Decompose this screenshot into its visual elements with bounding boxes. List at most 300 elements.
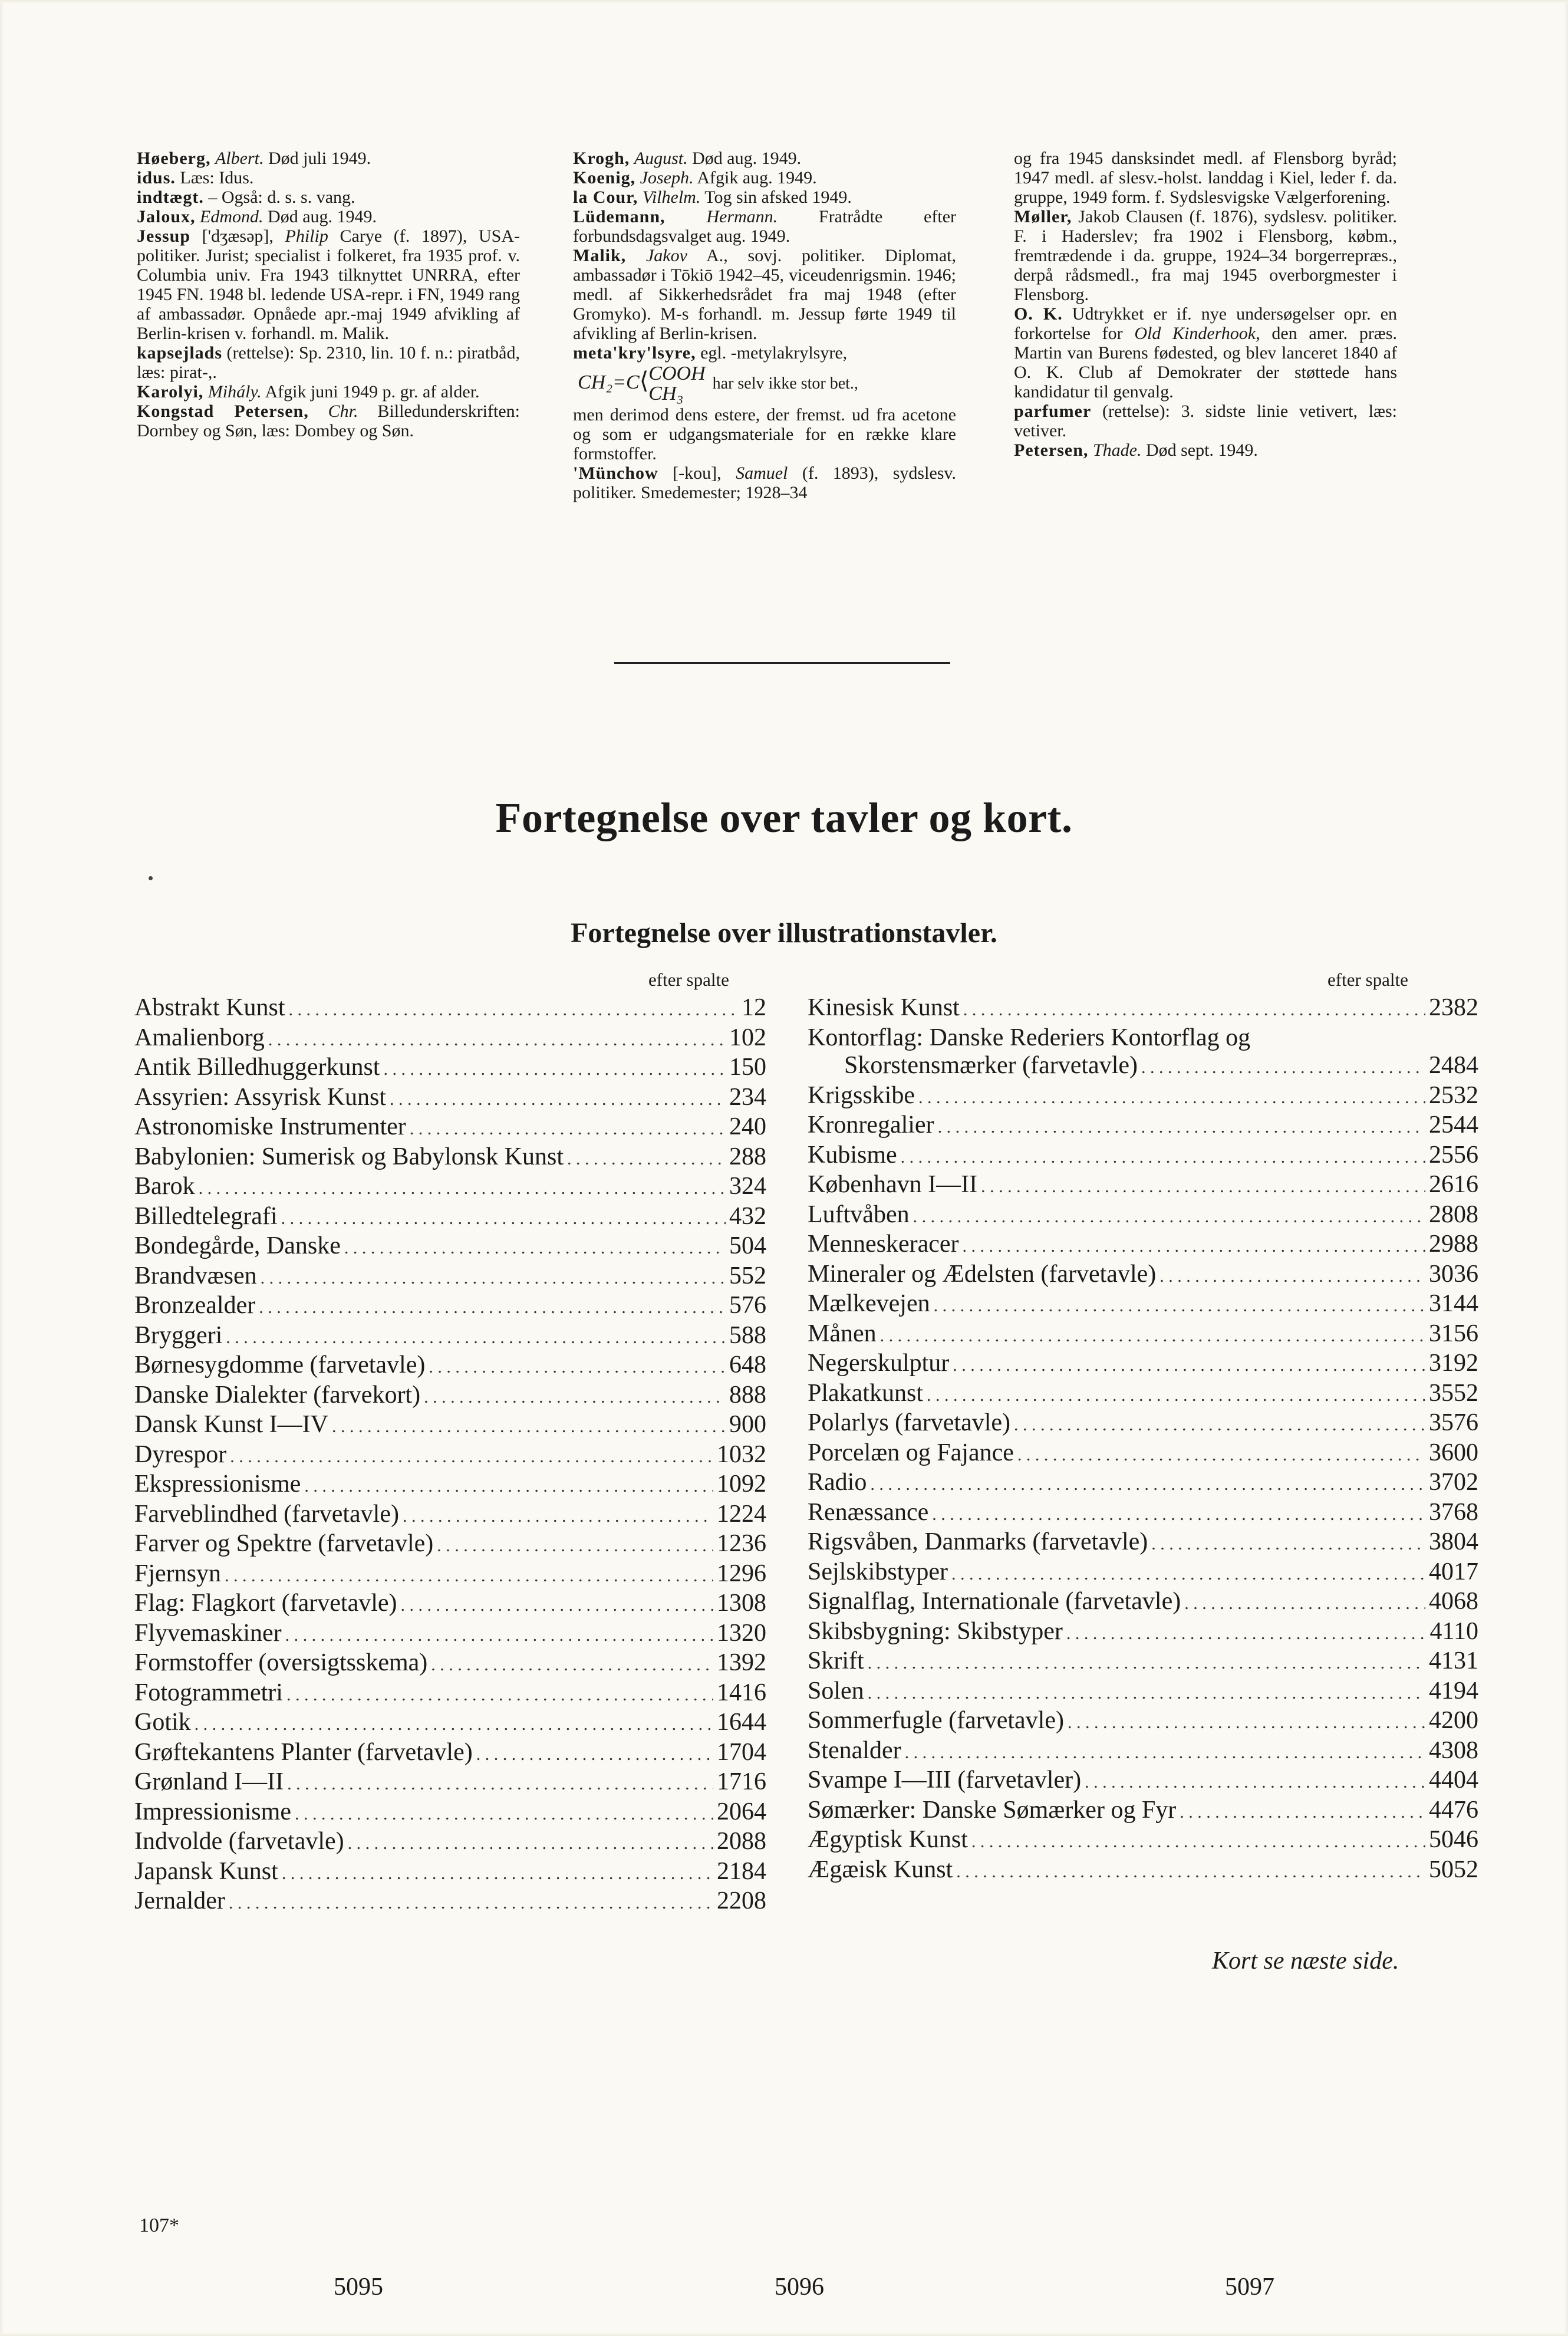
addenda-entry xyxy=(573,343,956,363)
dot-leader xyxy=(332,1413,726,1441)
plate-column-number: 648 xyxy=(729,1351,766,1378)
formula-tail: har selv ikke stor bet., xyxy=(712,374,858,393)
plate-row xyxy=(134,1620,766,1650)
addenda-entry xyxy=(137,226,520,343)
entry-text: ['dʒæsəp], xyxy=(190,226,285,246)
dot-leader xyxy=(567,1145,726,1173)
plate-title: Formstoffer (oversigtsskema) xyxy=(134,1649,428,1676)
plate-title: Flag: Flagkort (farvetavle) xyxy=(134,1590,397,1617)
dot-leader xyxy=(1066,1620,1427,1648)
plate-title: København I—II xyxy=(808,1171,978,1198)
plate-column-number: 2616 xyxy=(1429,1171,1478,1198)
addenda-entry xyxy=(137,382,520,402)
dot-leader xyxy=(195,1710,713,1739)
plate-column-number: 1416 xyxy=(717,1679,766,1706)
dot-leader xyxy=(1151,1530,1425,1558)
plate-title: Indvolde (farvetavle) xyxy=(134,1828,344,1855)
entry-text: Carye (f. 1897), USA-politiker. Jurist; specialist i folkeret, fra 1935 prof. v. Columbia univ. Fra 1943 tilknyttet UNRRA, efter 1945 FN. 1948 bl. ledende USA-repr. i FN, 1949 rang af ambassadør. Opnåede apr.-maj 1949 afvikling af Berlin-krisen v. forhandl. m. Malik. xyxy=(137,226,520,343)
plate-title: Jernalder xyxy=(134,1887,225,1914)
plate-column-number: 240 xyxy=(729,1113,766,1140)
plate-row xyxy=(134,1054,766,1084)
addenda-column-2 xyxy=(573,149,956,502)
plate-column-number: 2532 xyxy=(1429,1081,1478,1109)
entry-text: (rettelse): Sp. 2310, lin. 10 f. n.: piratbåd, læs: pirat-,. xyxy=(137,343,520,382)
dot-leader xyxy=(1017,1441,1425,1469)
plate-column-number: 324 xyxy=(729,1173,766,1200)
dot-leader xyxy=(901,1143,1425,1172)
plate-column-number: 4308 xyxy=(1429,1736,1478,1764)
plate-column-number: 1320 xyxy=(717,1619,766,1647)
stray-mark xyxy=(149,876,153,880)
plate-title: Stenalder xyxy=(808,1736,901,1764)
entry-headword: Karolyi, xyxy=(137,382,204,402)
entry-headword: idus. xyxy=(137,168,176,187)
section-divider xyxy=(614,662,950,664)
plate-title: Skorstensmærker (farvetavle) xyxy=(844,1052,1138,1079)
plate-title: Plakatkunst xyxy=(808,1379,923,1407)
plate-row xyxy=(134,1679,766,1709)
plate-row xyxy=(808,1261,1478,1291)
plate-column-number: 3144 xyxy=(1429,1290,1478,1317)
entry-headword: la Cour, xyxy=(573,187,638,207)
plate-title: Mælkevejen xyxy=(808,1290,930,1317)
plate-column-number: 4404 xyxy=(1429,1766,1478,1794)
entry-headword: kapsejlads xyxy=(137,343,223,363)
plate-column-number: 1032 xyxy=(717,1440,766,1468)
addenda-entry xyxy=(137,207,520,226)
entry-headword: O. K. xyxy=(1014,304,1063,324)
dot-leader xyxy=(963,1232,1425,1261)
plate-title: Solen xyxy=(808,1677,864,1705)
dot-leader xyxy=(286,1681,713,1709)
dot-leader xyxy=(230,1443,713,1471)
entry-headword: parfumer xyxy=(1014,402,1092,421)
entry-headword: Petersen, xyxy=(1014,440,1089,460)
entry-headword: Malik, xyxy=(573,246,627,265)
plate-column-number: 5046 xyxy=(1429,1826,1478,1853)
plate-column-number: 234 xyxy=(729,1083,766,1111)
dot-leader xyxy=(1141,1054,1425,1082)
dot-leader xyxy=(431,1651,713,1679)
plate-column-number: 2184 xyxy=(717,1857,766,1885)
dot-leader xyxy=(476,1741,713,1769)
entry-name: Old Kinderhook, xyxy=(1134,324,1260,343)
plate-title: Grønland I—II xyxy=(134,1768,284,1795)
dot-leader xyxy=(1184,1590,1425,1618)
plate-row xyxy=(134,1113,766,1143)
dot-leader xyxy=(410,1115,726,1143)
plate-row xyxy=(134,994,766,1024)
plate-row xyxy=(134,1768,766,1798)
plate-row xyxy=(808,1677,1478,1707)
plate-title: Renæssance xyxy=(808,1498,929,1526)
plate-column-number: 552 xyxy=(729,1262,766,1289)
plate-column-number: 588 xyxy=(729,1321,766,1349)
plate-title: Kronregalier xyxy=(808,1111,934,1139)
plate-row xyxy=(134,1530,766,1560)
plate-column-number: 1236 xyxy=(717,1530,766,1557)
dot-leader xyxy=(401,1591,713,1620)
dot-leader xyxy=(225,1562,713,1590)
plate-title: Barok xyxy=(134,1173,195,1200)
entry-text: Død aug. 1949. xyxy=(687,149,802,168)
plate-column-number: 4017 xyxy=(1429,1558,1478,1585)
plate-column-number: 102 xyxy=(729,1024,766,1051)
entry-name: Chr. xyxy=(328,402,358,421)
plate-row xyxy=(134,1649,766,1679)
plate-row xyxy=(134,1441,766,1471)
dot-leader xyxy=(287,1770,713,1798)
plate-column-number: 432 xyxy=(729,1202,766,1230)
plates-list-right xyxy=(808,994,1478,1886)
plate-title: Dyrespor xyxy=(134,1440,227,1468)
plate-title: Billedtelegrafi xyxy=(134,1202,278,1230)
plate-title: Impressionisme xyxy=(134,1798,291,1825)
plate-title: Børnesygdomme (farvetavle) xyxy=(134,1351,426,1378)
plate-title: Bronzealder xyxy=(134,1292,256,1319)
entry-name: August. xyxy=(634,149,688,168)
plate-row xyxy=(808,1439,1478,1469)
plate-column-number: 576 xyxy=(729,1292,766,1319)
plate-row xyxy=(808,1528,1478,1558)
dot-leader xyxy=(1014,1411,1425,1439)
formula-bottom: CH₃ xyxy=(648,383,684,404)
plate-title: Fotogrammetri xyxy=(134,1679,283,1706)
plate-row xyxy=(134,1709,766,1739)
plate-row xyxy=(134,1084,766,1114)
dot-leader xyxy=(870,1470,1425,1499)
plate-row xyxy=(134,1381,766,1412)
plate-column-number: 2988 xyxy=(1429,1230,1478,1258)
plate-title: Kinesisk Kunst xyxy=(808,994,960,1021)
plate-row xyxy=(134,1739,766,1769)
maps-note: Kort se næste side. xyxy=(1212,1947,1399,1975)
plate-column-number: 2808 xyxy=(1429,1200,1478,1228)
dot-leader xyxy=(390,1085,726,1114)
plate-title: Fjernsyn xyxy=(134,1559,221,1587)
dot-leader xyxy=(927,1381,1425,1410)
plate-column-number: 2484 xyxy=(1429,1052,1478,1079)
addenda-entry xyxy=(573,207,956,246)
entry-name: Mihály. xyxy=(207,382,262,402)
plate-title: Antik Billedhuggerkunst xyxy=(134,1054,380,1081)
plate-row xyxy=(808,1350,1478,1380)
dot-leader xyxy=(199,1174,726,1203)
plate-row xyxy=(134,1203,766,1233)
addenda-entry xyxy=(573,149,956,168)
plate-row xyxy=(808,1588,1478,1618)
entry-text: Læs: Idus. xyxy=(175,168,254,187)
entry-name: Hermann. xyxy=(706,207,778,226)
entry-headword: Jessup xyxy=(137,226,191,246)
dot-leader xyxy=(282,1860,713,1888)
plate-title: Skrift xyxy=(808,1647,864,1674)
addenda-entry xyxy=(573,187,956,207)
addenda-entry xyxy=(137,343,520,382)
plate-column-number: 1308 xyxy=(717,1590,766,1617)
plate-title: Polarlys (farvetavle) xyxy=(808,1409,1011,1436)
addenda-entry xyxy=(137,168,520,187)
plate-column-number: 3156 xyxy=(1429,1320,1478,1347)
plate-row xyxy=(808,1647,1478,1677)
plate-column-number: 4131 xyxy=(1429,1647,1478,1674)
dot-leader xyxy=(932,1501,1425,1529)
formula-top: COOH xyxy=(648,363,706,384)
plate-title: Brandvæsen xyxy=(134,1262,257,1289)
plate-row xyxy=(134,1590,766,1620)
plate-row xyxy=(134,1470,766,1501)
plate-column-number: 1644 xyxy=(717,1709,766,1736)
plate-column-number: 4476 xyxy=(1429,1796,1478,1824)
dot-leader xyxy=(281,1205,726,1233)
dot-leader xyxy=(963,996,1425,1024)
plate-row xyxy=(134,1411,766,1441)
plate-title: Månen xyxy=(808,1320,877,1347)
plate-title: Babylonien: Sumerisk og Babylonsk Kunst xyxy=(134,1143,564,1170)
plate-column-number: 150 xyxy=(729,1054,766,1081)
dot-leader xyxy=(868,1679,1425,1707)
column-number-3: 5097 xyxy=(1225,2274,1274,2301)
entry-headword: indtægt. xyxy=(137,187,204,207)
plate-row xyxy=(134,1322,766,1352)
entry-text: A., sovj. politiker. Diplomat, ambassadør i Tōkiō 1942–45, viceudenrigsmin. 1946; medl. af Sikkerhedsrådet fra maj 1948 (efter Gromyko). M-s forhandl. m. Jessup førte 1949 til afvikling af Berlin-krisen. xyxy=(573,246,956,343)
plate-title: Abstrakt Kunst xyxy=(134,994,285,1021)
page-title: Fortegnelse over tavler og kort. xyxy=(495,794,1073,841)
entry-headword: Møller, xyxy=(1014,207,1072,226)
plate-title: Menneskeracer xyxy=(808,1230,959,1258)
plate-row xyxy=(808,1737,1478,1767)
plate-row xyxy=(134,1858,766,1888)
plate-row xyxy=(808,1230,1478,1261)
chemical-formula: CH₂=C⟨COOH CH₃ har selv ikke stor bet., xyxy=(578,363,858,404)
plate-row xyxy=(134,1232,766,1262)
dot-leader xyxy=(437,1532,713,1560)
dot-leader xyxy=(1159,1262,1425,1291)
entry-text: [-kou], xyxy=(658,463,736,483)
plate-row xyxy=(808,1766,1478,1797)
plate-column-number: 1224 xyxy=(717,1500,766,1528)
plate-title: Farveblindhed (farvetavle) xyxy=(134,1500,399,1528)
entry-text: Død juli 1949. xyxy=(263,149,371,168)
dot-leader xyxy=(383,1055,726,1084)
entry-text: (f. 1893), sydslesv. politiker. Smedemester; 1928–34 xyxy=(573,463,956,502)
addenda-entry xyxy=(1014,440,1397,460)
plate-title: Signalflag, Internationale (farvetavle) xyxy=(808,1588,1181,1615)
addenda-column-1 xyxy=(137,149,520,440)
plate-title: Radio xyxy=(808,1469,867,1496)
plate-column-number: 4068 xyxy=(1429,1588,1478,1615)
plate-row xyxy=(808,1141,1478,1172)
plate-title: Bondegårde, Danske xyxy=(134,1232,341,1259)
addenda-entry xyxy=(1014,402,1397,440)
plate-column-number: 504 xyxy=(729,1232,766,1259)
plate-column-number: 1392 xyxy=(717,1649,766,1676)
plate-row xyxy=(808,1201,1478,1231)
plate-column-number: 888 xyxy=(729,1381,766,1409)
addenda-entry xyxy=(137,402,520,440)
plate-column-number: 2544 xyxy=(1429,1111,1478,1139)
plate-title: Sejlskibstyper xyxy=(808,1558,948,1585)
plate-title: Sømærker: Danske Sømærker og Fyr xyxy=(808,1796,1177,1824)
plate-row xyxy=(808,1082,1478,1112)
plate-column-number: 4110 xyxy=(1429,1617,1478,1645)
plate-row xyxy=(134,1887,766,1917)
dot-leader xyxy=(348,1830,713,1858)
plate-title: Luftvåben xyxy=(808,1200,910,1228)
plate-column-number: 12 xyxy=(742,994,766,1021)
dot-leader xyxy=(905,1739,1425,1767)
plate-column-number: 288 xyxy=(729,1143,766,1170)
plate-title: Negerskulptur xyxy=(808,1350,950,1377)
plate-title: Ekspressionisme xyxy=(134,1470,301,1498)
entry-text: Død aug. 1949. xyxy=(263,207,377,226)
plate-title: Kubisme xyxy=(808,1141,897,1169)
dot-leader xyxy=(918,1084,1425,1112)
plate-row xyxy=(808,1797,1478,1827)
addenda-entry xyxy=(573,405,956,463)
plate-column-number: 3576 xyxy=(1429,1409,1478,1436)
plate-row xyxy=(808,1052,1478,1082)
plate-row xyxy=(808,1499,1478,1529)
column-number-1: 5095 xyxy=(334,2274,383,2301)
entry-text: den amer. præs. Martin van Burens fødested, og blev lanceret 1840 af O. K. Club af Demokrater der støttede hans kandidatur til genvalg. xyxy=(1014,324,1397,402)
plate-title: Flyvemaskiner xyxy=(134,1619,282,1647)
entry-name: Albert. xyxy=(215,149,264,168)
plate-column-number: 1296 xyxy=(717,1559,766,1587)
plate-row xyxy=(808,1826,1478,1856)
plate-title: Amalienborg xyxy=(134,1024,265,1051)
dot-leader xyxy=(424,1383,726,1412)
signature-mark: 107* xyxy=(139,2215,179,2236)
entry-text: Tog sin afsked 1949. xyxy=(700,187,852,207)
plate-column-number: 900 xyxy=(729,1411,766,1438)
plate-column-number: 2556 xyxy=(1429,1141,1478,1169)
entry-headword: Kongstad Petersen, xyxy=(137,402,309,421)
dot-leader xyxy=(259,1294,726,1322)
dot-leader xyxy=(1068,1709,1425,1737)
dot-leader xyxy=(344,1234,726,1262)
dot-leader xyxy=(289,996,739,1024)
plate-title: Skibsbygning: Skibstyper xyxy=(808,1617,1063,1645)
plate-title: Grøftekantens Planter (farvetavle) xyxy=(134,1738,473,1766)
addenda-entry xyxy=(1014,149,1397,207)
dot-leader xyxy=(934,1292,1425,1320)
plate-title: Japansk Kunst xyxy=(134,1857,278,1885)
entry-name: Thade. xyxy=(1092,440,1142,460)
dot-leader xyxy=(956,1858,1425,1886)
plate-title: Svampe I—III (farvetavler) xyxy=(808,1766,1082,1794)
entry-text: (rettelse): 3. sidste linie vetivert, læs: vetiver. xyxy=(1014,402,1397,440)
plate-column-number: 1704 xyxy=(717,1738,766,1766)
addenda-entry xyxy=(573,246,956,343)
plate-column-number: 3036 xyxy=(1429,1260,1478,1288)
plate-title: Rigsvåben, Danmarks (farvetavle) xyxy=(808,1528,1148,1555)
plate-row xyxy=(808,1409,1478,1439)
plate-row xyxy=(808,1380,1478,1410)
dot-leader xyxy=(938,1113,1425,1141)
plate-column-number: 3552 xyxy=(1429,1379,1478,1407)
entry-headword: Høeberg, xyxy=(137,149,211,168)
dot-leader xyxy=(981,1173,1425,1201)
plate-column-number: 1716 xyxy=(717,1768,766,1795)
plate-column-number: 2382 xyxy=(1429,994,1478,1021)
plate-title: Krigsskibe xyxy=(808,1081,915,1109)
addenda-entry xyxy=(1014,207,1397,304)
entry-name: Samuel xyxy=(736,463,788,483)
entry-name: Jakov xyxy=(645,246,687,265)
plate-row xyxy=(808,1171,1478,1201)
plate-title: Gotik xyxy=(134,1709,191,1736)
plate-row xyxy=(808,1707,1478,1737)
entry-name: Joseph. xyxy=(640,168,694,187)
entry-headword: 'Münchow xyxy=(573,463,658,483)
plate-column-number: 5052 xyxy=(1429,1855,1478,1883)
entry-name: Philip xyxy=(285,226,328,246)
plate-title: Astronomiske Instrumenter xyxy=(134,1113,406,1140)
section-subtitle: Fortegnelse over illustrationstavler. xyxy=(571,917,997,949)
plate-title: Porcelæn og Fajance xyxy=(808,1439,1014,1466)
column-header-right: efter spalte xyxy=(1327,969,1408,990)
plate-row xyxy=(134,1024,766,1054)
addenda-entry xyxy=(573,463,956,502)
formula-branches xyxy=(648,364,705,404)
plate-row xyxy=(134,1173,766,1203)
plate-title: Mineraler og Ædelsten (farvetavle) xyxy=(808,1260,1157,1288)
entry-name: Edmond. xyxy=(200,207,263,226)
addenda-entry xyxy=(1014,304,1397,402)
column-number-2: 5096 xyxy=(775,2274,824,2301)
addenda-column-2-top xyxy=(573,149,956,363)
addenda-column-3 xyxy=(1014,149,1397,460)
entry-text: Død sept. 1949. xyxy=(1141,440,1258,460)
plate-title: Assyrien: Assyrisk Kunst xyxy=(134,1083,387,1111)
entry-text: men derimod dens estere, der fremst. ud fra acetone og som er udgangsmateriale for en række klare formstoffer. xyxy=(573,405,956,463)
dot-leader xyxy=(1085,1768,1425,1797)
dot-leader xyxy=(868,1649,1425,1677)
plate-title: Bryggeri xyxy=(134,1321,223,1349)
entry-text: og fra 1945 dansksindet medl. af Flensborg byråd; 1947 medl. af slesv.-holst. landdag i Kiel, leder f. da. gruppe, 1949 form. f. Sydslesvigske Vælgerforening. xyxy=(1014,149,1397,207)
addenda-entry xyxy=(137,149,520,168)
plate-row xyxy=(808,1320,1478,1350)
plate-column-number: 3192 xyxy=(1429,1350,1478,1377)
plate-column-number: 3804 xyxy=(1429,1528,1478,1555)
dot-leader xyxy=(880,1322,1425,1350)
entry-text: Udtrykket er if. nye undersøgelser opr. en forkortelse for xyxy=(1014,304,1397,343)
plate-title: Dansk Kunst I—IV xyxy=(134,1411,328,1438)
column-header-left: efter spalte xyxy=(648,969,729,990)
entry-text: Afgik aug. 1949. xyxy=(693,168,817,187)
plate-row xyxy=(134,1292,766,1322)
plate-title: Ægæisk Kunst xyxy=(808,1855,953,1883)
plate-row xyxy=(808,994,1478,1024)
dot-leader xyxy=(295,1800,713,1828)
plate-title: Sommerfugle (farvetavle) xyxy=(808,1707,1064,1734)
plate-row xyxy=(808,1618,1478,1648)
plate-column-number: 3702 xyxy=(1429,1469,1478,1496)
entry-text: Fratrådte efter forbundsdagsvalget aug. 1949. xyxy=(573,207,956,246)
plate-title: Kontorflag: Danske Rederiers Kontorflag og xyxy=(808,1024,1251,1051)
entry-text: Billedunderskriften: Dornbey og Søn, læs: Dombey og Søn. xyxy=(137,402,520,440)
plate-row xyxy=(134,1560,766,1590)
plate-row xyxy=(808,1856,1478,1886)
formula-left: CH₂=C xyxy=(578,371,640,393)
entry-headword: Jaloux, xyxy=(137,207,196,226)
entry-headword: meta'kry'lsyre, xyxy=(573,343,696,363)
entry-headword: Krogh, xyxy=(573,149,630,168)
plate-row xyxy=(134,1798,766,1828)
dot-leader xyxy=(953,1351,1425,1380)
plate-row xyxy=(808,1558,1478,1588)
